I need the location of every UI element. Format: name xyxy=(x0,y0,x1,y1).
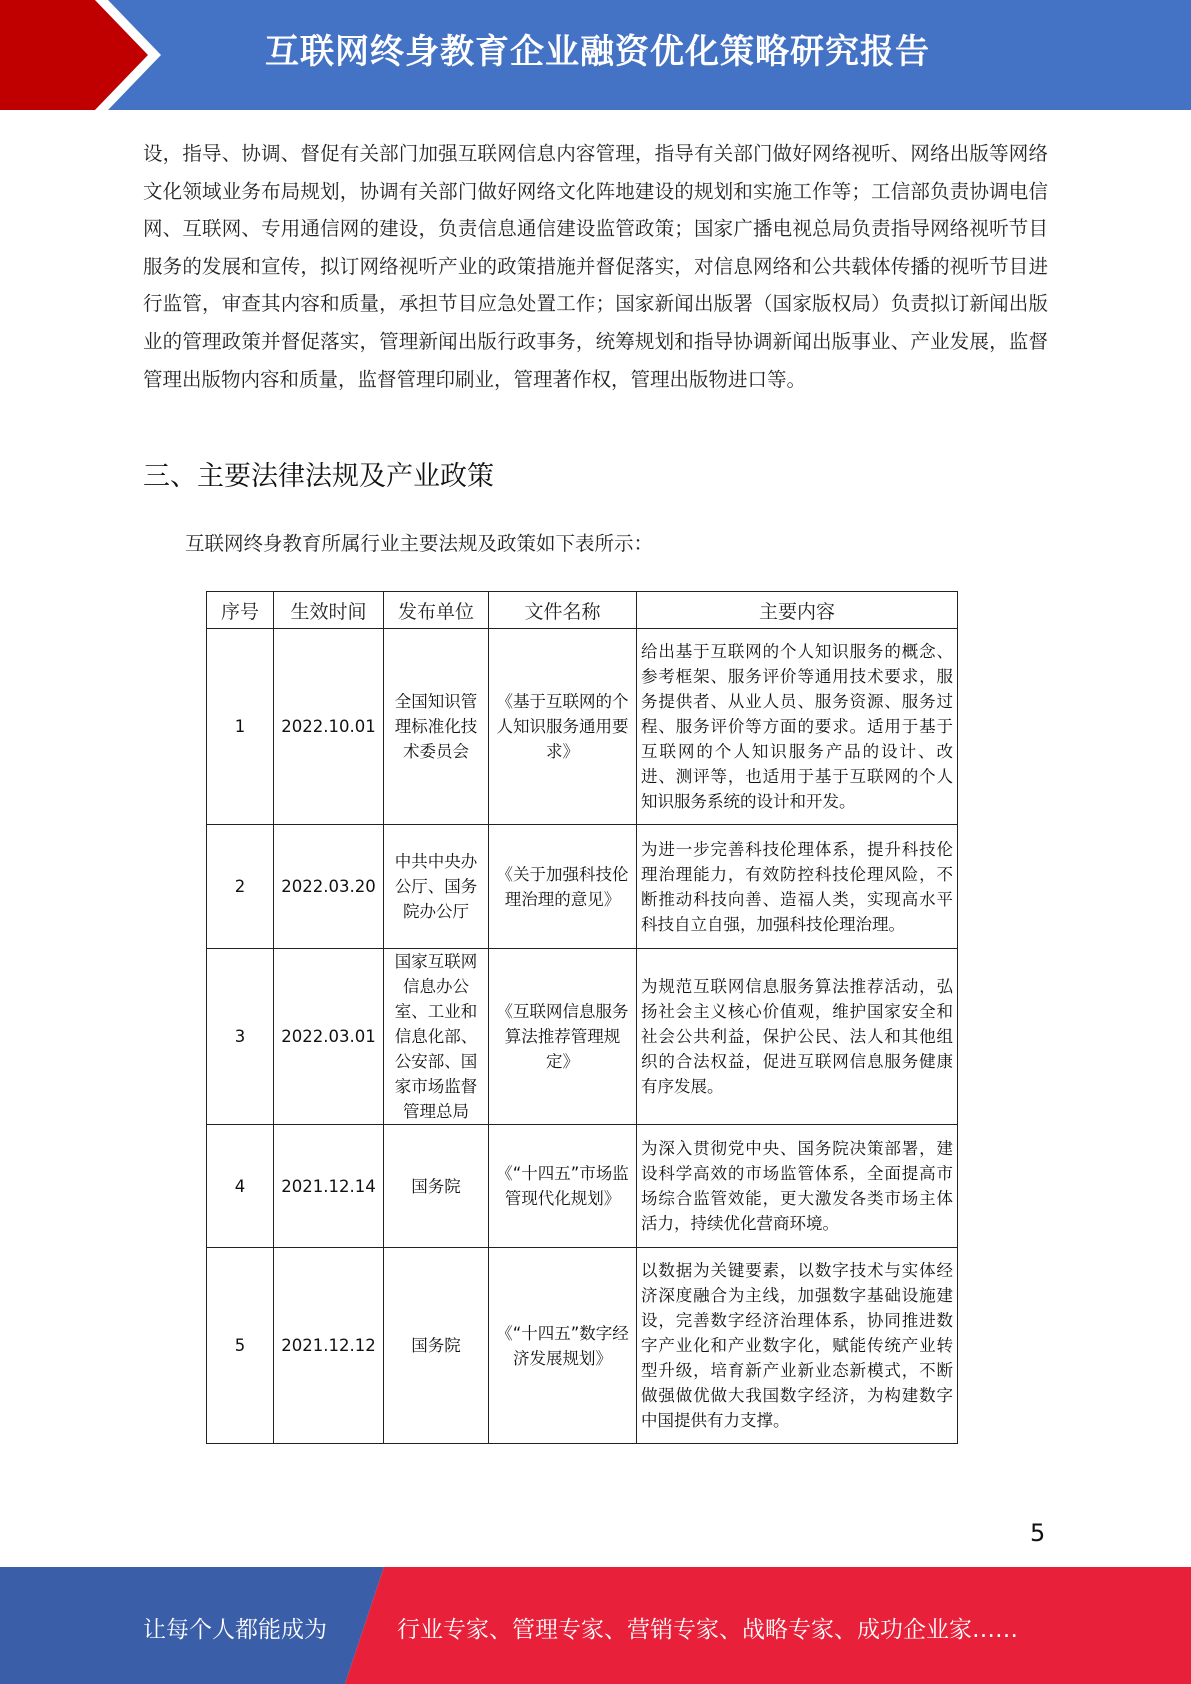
policy-table xyxy=(206,591,958,1444)
cell-org: 国家互联网信息办公室、工业和信息化部、公安部、国家市场监督管理总局 xyxy=(384,949,489,1125)
cell-no: 5 xyxy=(207,1248,274,1444)
cell-doc: 《互联网信息服务算法推荐管理规定》 xyxy=(489,949,637,1125)
cell-doc: 《“十四五”数字经济发展规划》 xyxy=(489,1248,637,1444)
cell-content: 为深入贯彻党中央、国务院决策部署，建设科学高效的市场监管体系，全面提高市场综合监管效能，更大激发各类市场主体活力，持续优化营商环境。 xyxy=(637,1125,958,1248)
header-doc: 文件名称 xyxy=(489,592,637,629)
header-no: 序号 xyxy=(207,592,274,629)
cell-content: 以数据为关键要素，以数字技术与实体经济深度融合为主线，加强数字基础设施建设，完善数字经济治理体系，协同推进数字产业化和产业数字化，赋能传统产业转型升级，培育新产业新业态新模式，不断做强做优做大我国数字经济，为构建数字中国提供有力支撑。 xyxy=(637,1248,958,1444)
page-number: 5 xyxy=(1030,1519,1046,1547)
cell-no: 1 xyxy=(207,629,274,825)
body-paragraph: 设，指导、协调、督促有关部门加强互联网信息内容管理，指导有关部门做好网络视听、网络出版等网络文化领域业务布局规划，协调有关部门做好网络文化阵地建设的规划和实施工作等；工信部负责协调电信网、互联网、专用通信网的建设，负责信息通信建设监管政策；国家广播电视总局负责指导网络视听节目服务的发展和宣传，拟订网络视听产业的政策措施并督促落实，对信息网络和公共载体传播的视听节目进行监管，审查其内容和质量，承担节目应急处置工作；国家新闻出版署（国家版权局）负责拟订新闻出版业的管理政策并督促落实，管理新闻出版行政事务，统筹规划和指导协调新闻出版事业、产业发展，监督管理出版物内容和质量，监督管理印刷业，管理著作权，管理出版物进口等。 xyxy=(143,142,1048,391)
header-org: 发布单位 xyxy=(384,592,489,629)
cell-doc: 《“十四五”市场监管现代化规划》 xyxy=(489,1125,637,1248)
cell-content: 为进一步完善科技伦理体系，提升科技伦理治理能力，有效防控科技伦理风险，不断推动科技向善、造福人类，实现高水平科技自立自强，加强科技伦理治理。 xyxy=(637,825,958,949)
cell-no: 4 xyxy=(207,1125,274,1248)
cell-doc: 《关于加强科技伦理治理的意见》 xyxy=(489,825,637,949)
page-header xyxy=(0,0,1191,110)
header-content: 主要内容 xyxy=(637,592,958,629)
section-heading: 三、主要法律法规及产业政策 xyxy=(143,461,494,492)
cell-org: 国务院 xyxy=(384,1248,489,1444)
cell-content: 给出基于互联网的个人知识服务的概念、参考框架、服务评价等通用技术要求，服务提供者、从业人员、服务资源、服务过程、服务评价等方面的要求。适用于基于互联网的个人知识服务产品的设计、改进、测评等，也适用于基于互联网的个人知识服务系统的设计和开发。 xyxy=(637,629,958,825)
table-row xyxy=(207,1248,958,1444)
cell-org: 全国知识管理标准化技术委员会 xyxy=(384,629,489,825)
cell-content: 为规范互联网信息服务算法推荐活动，弘扬社会主义核心价值观，维护国家安全和社会公共利益，保护公民、法人和其他组织的合法权益，促进互联网信息服务健康有序发展。 xyxy=(637,949,958,1125)
table-intro: 互联网终身教育所属行业主要法规及政策如下表所示： xyxy=(185,532,654,555)
table-row xyxy=(207,629,958,825)
cell-date: 2021.12.14 xyxy=(274,1125,384,1248)
cell-date: 2022.03.20 xyxy=(274,825,384,949)
report-title: 互联网终身教育企业融资优化策略研究报告 xyxy=(265,32,930,72)
footer-slogan-right: 行业专家、管理专家、营销专家、战略专家、成功企业家…… xyxy=(397,1617,1018,1643)
footer-slogan-left: 让每个人都能成为 xyxy=(143,1617,327,1643)
header-date: 生效时间 xyxy=(274,592,384,629)
cell-date: 2022.10.01 xyxy=(274,629,384,825)
cell-doc: 《基于互联网的个人知识服务通用要求》 xyxy=(489,629,637,825)
cell-org: 中共中央办公厅、国务院办公厅 xyxy=(384,825,489,949)
table-header-row xyxy=(207,592,958,629)
table-row xyxy=(207,825,958,949)
table-row xyxy=(207,1125,958,1248)
cell-date: 2022.03.01 xyxy=(274,949,384,1125)
cell-date: 2021.12.12 xyxy=(274,1248,384,1444)
page-footer xyxy=(0,1567,1191,1684)
table-row xyxy=(207,949,958,1125)
cell-no: 2 xyxy=(207,825,274,949)
cell-org: 国务院 xyxy=(384,1125,489,1248)
cell-no: 3 xyxy=(207,949,274,1125)
